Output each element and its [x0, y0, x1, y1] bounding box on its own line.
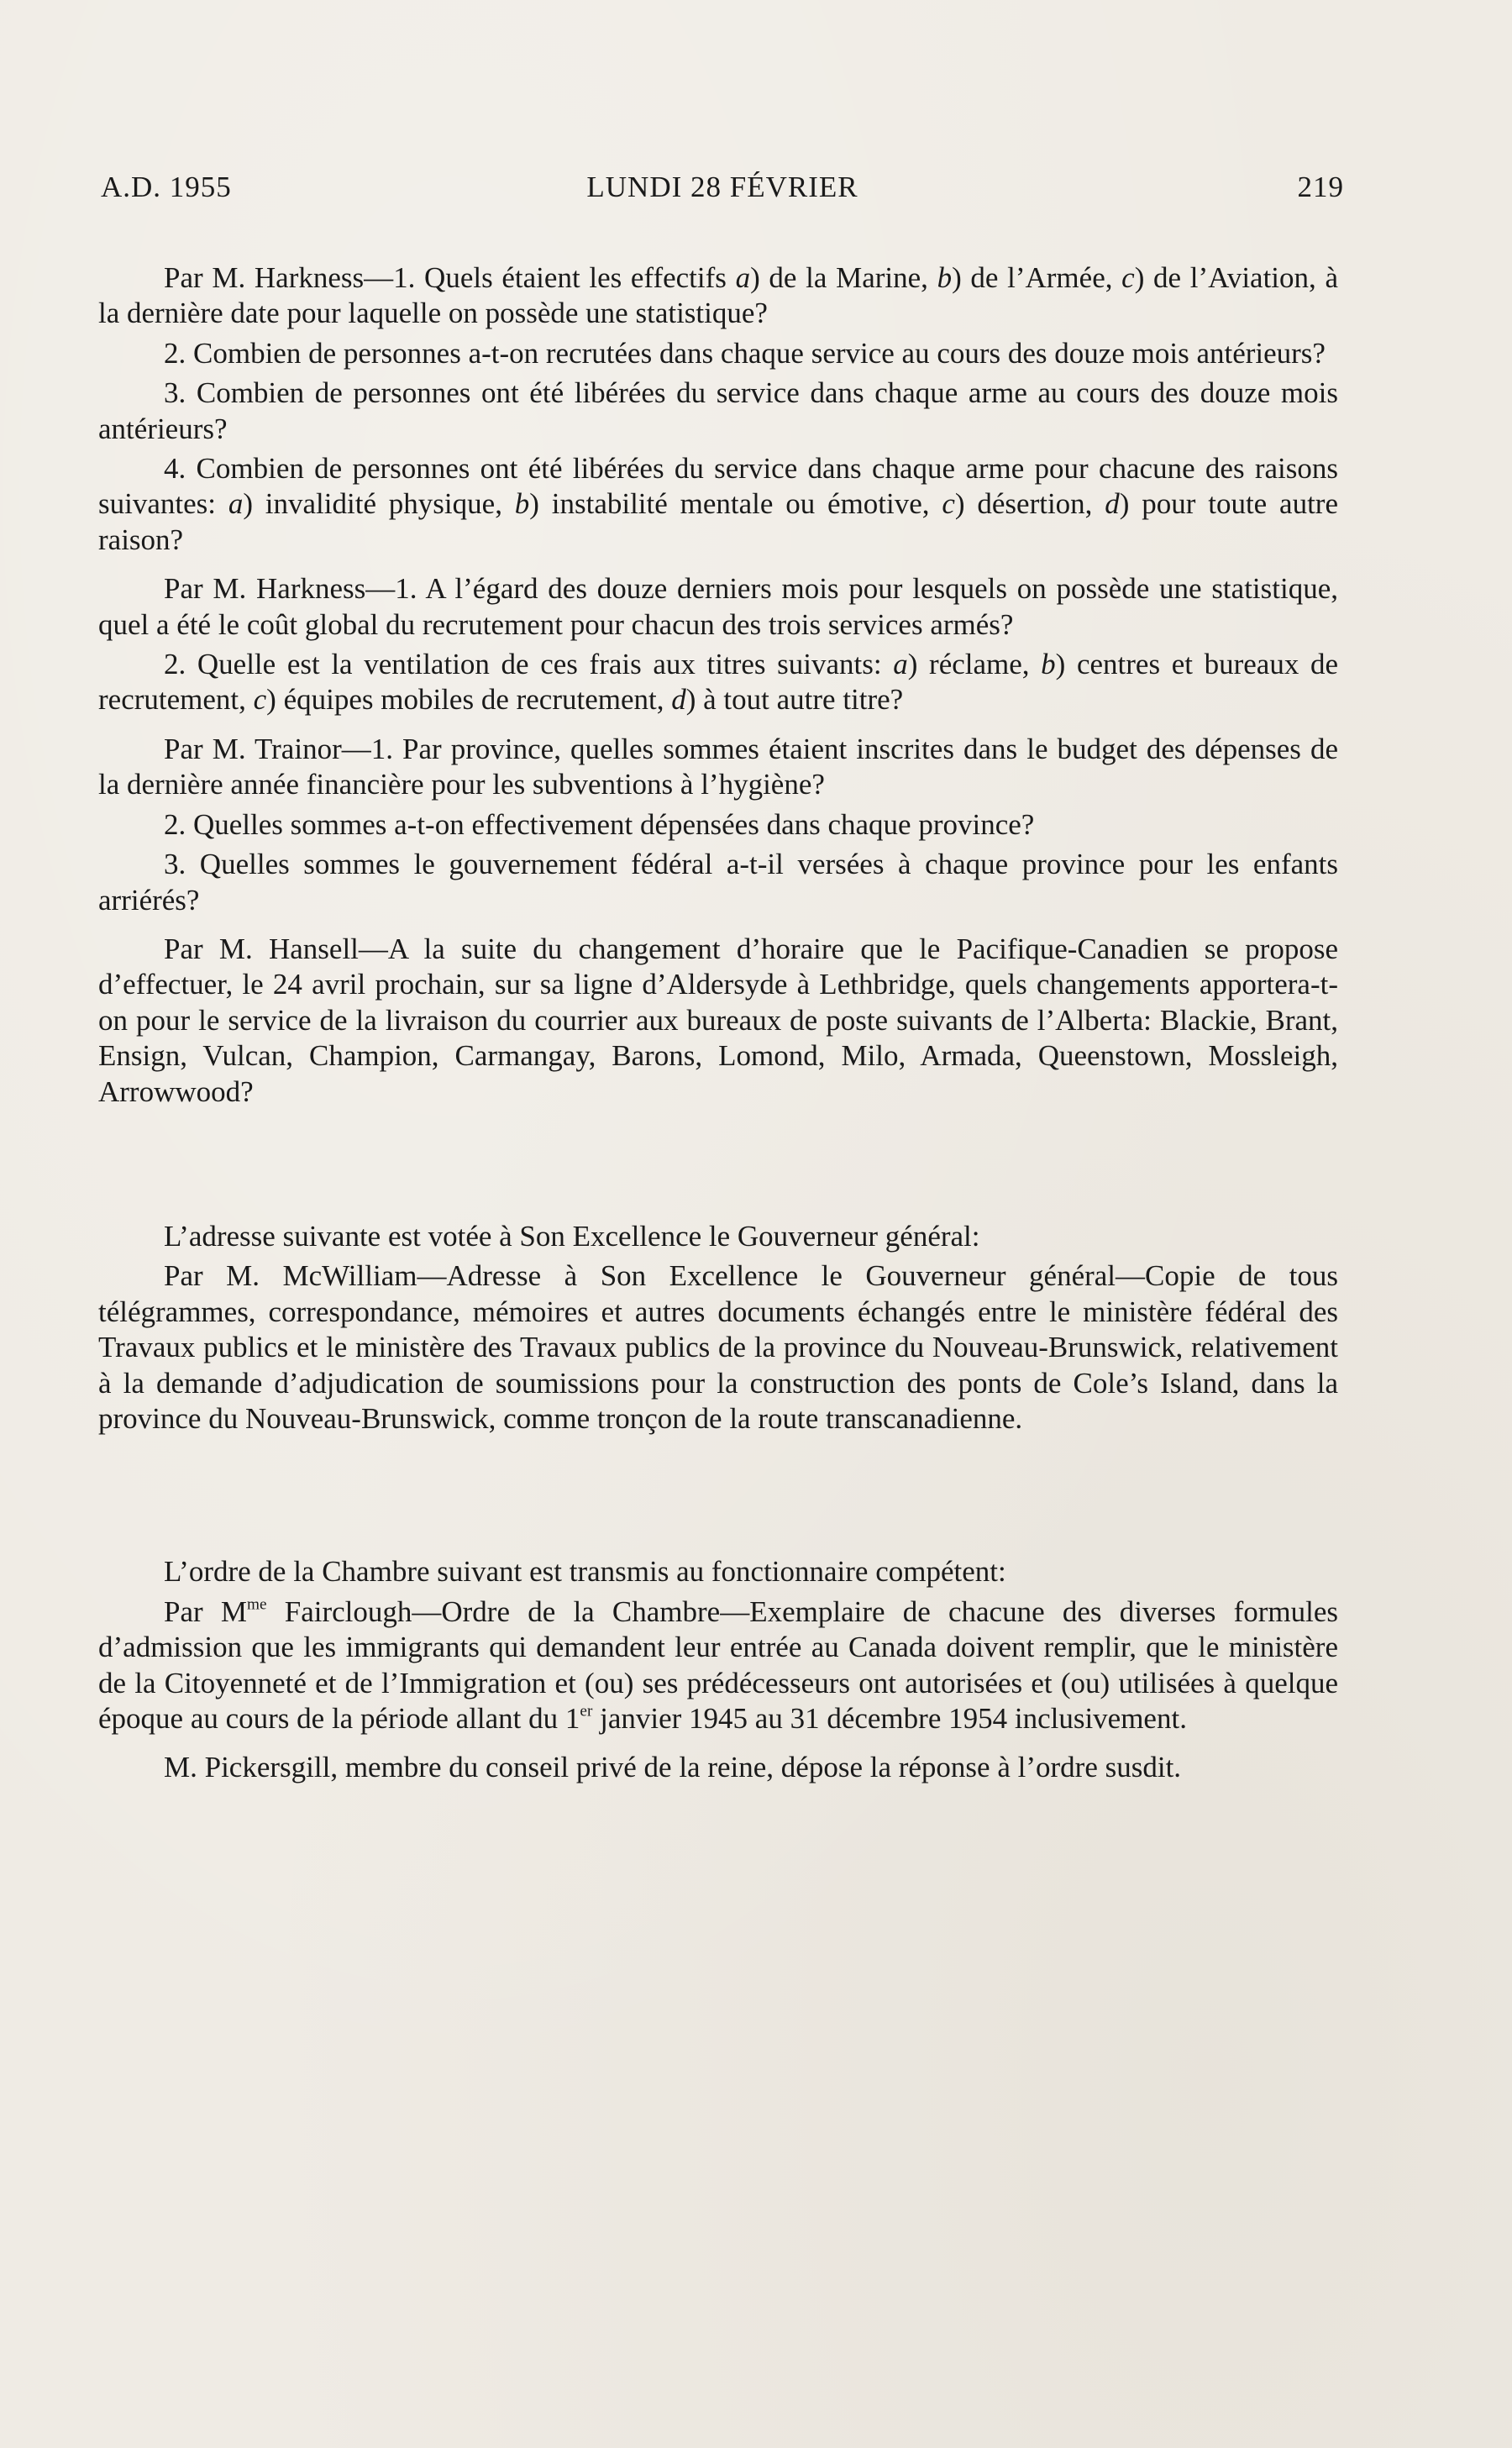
- page-number: 219: [1297, 171, 1344, 203]
- trainor-question-2: 2. Quelles sommes a-t-on effectivement dépensées dans chaque province?: [164, 807, 1035, 841]
- harkness-question-4: 4. Combien de personnes ont été libérées du service dans chaque arme pour chacune des raisons suivantes: a) invalidité physique, b) instabilité mentale ou émotive, c) désertion, d) pour toute autre raison?: [98, 452, 1338, 556]
- header-date: LUNDI 28 FÉVRIER: [586, 171, 858, 203]
- harkness-question-2: 2. Combien de personnes a-t-on recrutées dans chaque service au cours des douze mois antérieurs?: [164, 336, 1326, 370]
- harkness-recruitment-question-1: Par M. Harkness—1. A l’égard des douze derniers mois pour lesquels on possède une statistique, quel a été le coût global du recrutement pour chacun des trois services armés?: [98, 572, 1338, 641]
- order-intro: L’ordre de la Chambre suivant est transmis au fonctionnaire compétent:: [164, 1555, 1006, 1589]
- address-intro: L’adresse suivante est votée à Son Excellence le Gouverneur général:: [164, 1219, 980, 1253]
- trainor-question-3: 3. Quelles sommes le gouvernement fédéral a-t-il versées à chaque province pour les enfants arriérés?: [98, 848, 1338, 917]
- mcwilliam-address: Par M. McWilliam—Adresse à Son Excellence le Gouverneur général—Copie de tous télégrammes, correspondance, mémoires et autres documents échangés entre le ministère fédéral des Travaux publics et le ministère des Travaux publics de la province du Nouveau-Brunswick, relativement à la demande d’adjudication de soumissions pour la construction des ponts de Cole’s Island, dans la province du Nouveau-Brunswick, comme tronçon de la route transcanadienne.: [98, 1259, 1338, 1435]
- fairclough-order: Par $M^{me}$ Fairclough—Ordre de la Chambre—Exemplaire de chacune des diverses formules d’admission que les immigrants qui demandent leur entrée au Canada doivent remplir, que le ministère de la Citoyenneté et de l’Immigration et (ou) ses prédécesseurs ont autorisées et (ou) utilisées à quelque époque au cours de la période allant du 1er janvier 1945 au 31 décembre 1954 inclusivement.: [98, 1594, 1339, 1735]
- page-body: [98, 260, 1338, 1786]
- pickersgill-reply: M. Pickersgill, membre du conseil privé de la reine, dépose la réponse à l’ordre susdit.: [164, 1751, 1182, 1784]
- harkness-question-1: Par M. Harkness—1. Quels étaient les effectifs a) de la Marine, b) de l’Armée, c) de l’Aviation, à la dernière date pour laquelle on possède une statistique?: [98, 261, 1338, 330]
- hansell-question: Par M. Hansell—A la suite du changement d’horaire que le Pacifique-Canadien se propose d’effectuer, le 24 avril prochain, sur sa ligne d’Aldersyde à Lethbridge, quels changements apportera-t-on pour le service de la livraison du courrier aux bureaux de poste suivants de l’Alberta: Blackie, Brant, Ensign, Vulcan, Champion, Carmangay, Barons, Lomond, Milo, Armada, Queenstown, Mossleigh, Arrowwood?: [98, 932, 1338, 1108]
- page-header: [101, 171, 1344, 213]
- harkness-recruitment-question-2: 2. Quelle est la ventilation de ces frais aux titres suivants: a) réclame, b) centres et bureaux de recrutement, c) équipes mobiles de recrutement, d) à tout autre titre?: [98, 648, 1338, 717]
- trainor-question-1: Par M. Trainor—1. Par province, quelles sommes étaient inscrites dans le budget des dépenses de la dernière année financière pour les subventions à l’hygiène?: [98, 732, 1338, 801]
- harkness-question-3: 3. Combien de personnes ont été libérées du service dans chaque arme au cours des douze mois antérieurs?: [98, 376, 1338, 445]
- header-year: A.D. 1955: [101, 171, 232, 203]
